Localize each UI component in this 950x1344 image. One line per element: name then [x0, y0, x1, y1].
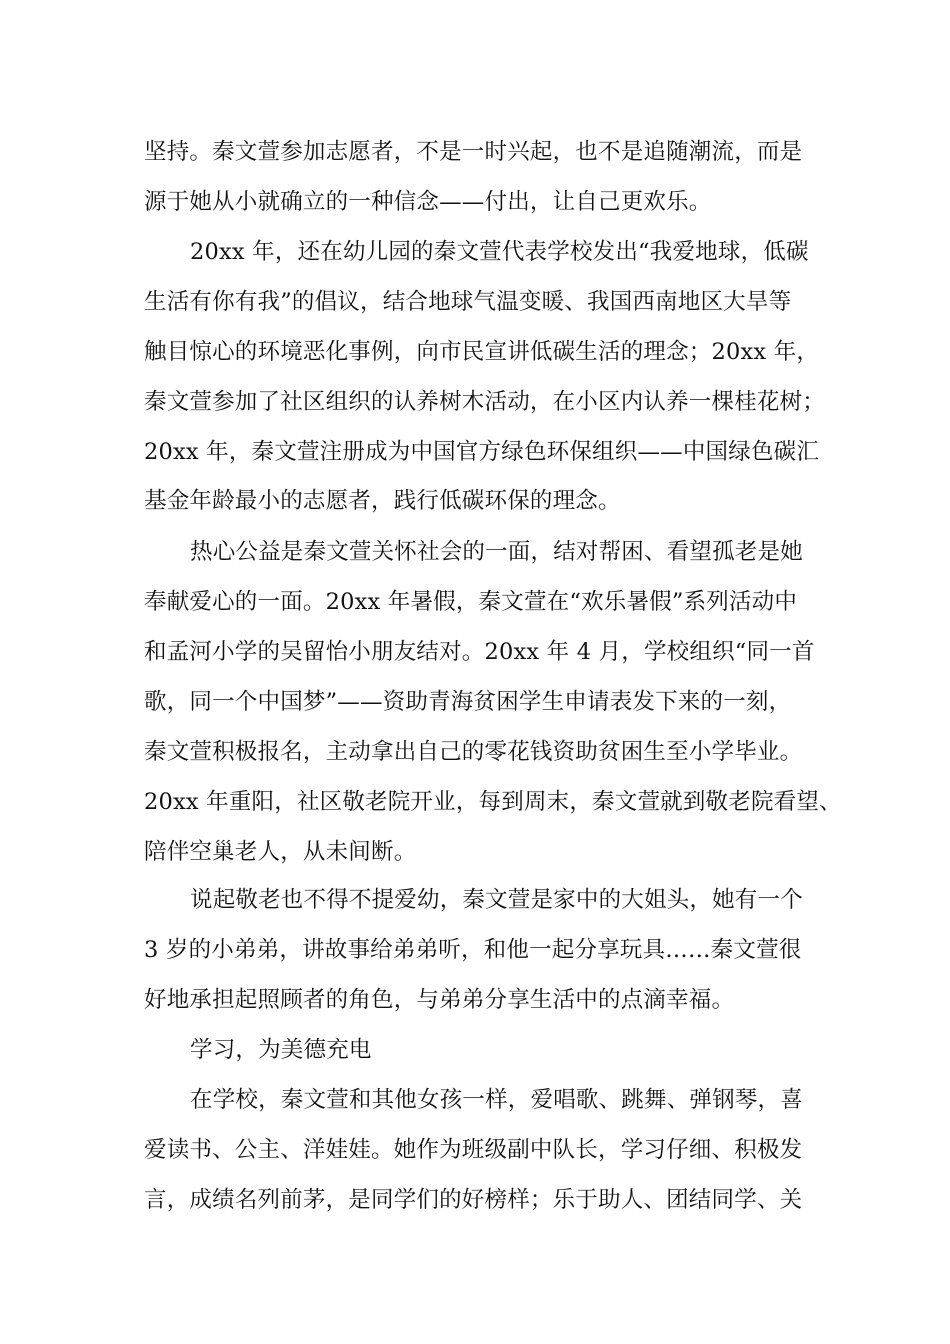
text-line: 言，成绩名列前茅，是同学们的好榜样；乐于助人、团结同学、关	[144, 1187, 803, 1213]
text-line: 20xx 年重阳，社区敬老院开业，每到周末，秦文萱就到敬老院看望、	[144, 789, 842, 815]
text-line: 秦文萱积极报名，主动拿出自己的零花钱资助贫困生至小学毕业。	[144, 739, 803, 765]
text-line: 秦文萱参加了社区组织的认养树木活动，在小区内认养一棵桂花树；	[144, 389, 826, 415]
paragraph-start-line: 热心公益是秦文萱关怀社会的一面，结对帮困、看望孤老是她	[190, 539, 803, 565]
text-line: 基金年龄最小的志愿者，践行低碳环保的理念。	[144, 488, 621, 514]
paragraph-start-line: 在学校，秦文萱和其他女孩一样，爱唱歌、跳舞、弹钢琴，喜	[190, 1087, 803, 1113]
text-line: 触目惊心的环境恶化事例，向市民宣讲低碳生活的理念；20xx 年，	[144, 339, 820, 365]
text-line: 20xx 年，秦文萱注册成为中国官方绿色环保组织——中国绿色碳汇	[144, 439, 820, 465]
text-line: 好地承担起照顾者的角色，与弟弟分享生活中的点滴幸福。	[144, 987, 735, 1013]
text-line: 爱读书、公主、洋娃娃。她作为班级副中队长，学习仔细、积极发	[144, 1137, 803, 1163]
text-line: 陪伴空巢老人，从未间断。	[144, 839, 417, 865]
section-heading: 学习，为美德充电	[190, 1037, 372, 1063]
text-line: 生活有你有我”的倡议，结合地球气温变暖、我国西南地区大旱等	[144, 289, 792, 315]
text-line: 坚持。秦文萱参加志愿者，不是一时兴起，也不是追随潮流，而是	[144, 139, 803, 165]
text-line: 和孟河小学的吴留怡小朋友结对。20xx 年 4 月，学校组织“同一首	[144, 639, 815, 665]
paragraph-start-line: 20xx 年，还在幼儿园的秦文萱代表学校发出“我爱地球，低碳	[190, 239, 809, 265]
text-line: 歌，同一个中国梦”——资助青海贫困学生申请表发下来的一刻，	[144, 689, 792, 715]
text-line: 源于她从小就确立的一种信念——付出，让自己更欢乐。	[144, 189, 712, 215]
text-line: 3 岁的小弟弟，讲故事给弟弟听，和他一起分享玩具……秦文萱很	[144, 937, 802, 963]
paragraph-start-line: 说起敬老也不得不提爱幼，秦文萱是家中的大姐头，她有一个	[190, 887, 803, 913]
text-line: 奉献爱心的一面。20xx 年暑假，秦文萱在“欢乐暑假”系列活动中	[144, 589, 798, 615]
